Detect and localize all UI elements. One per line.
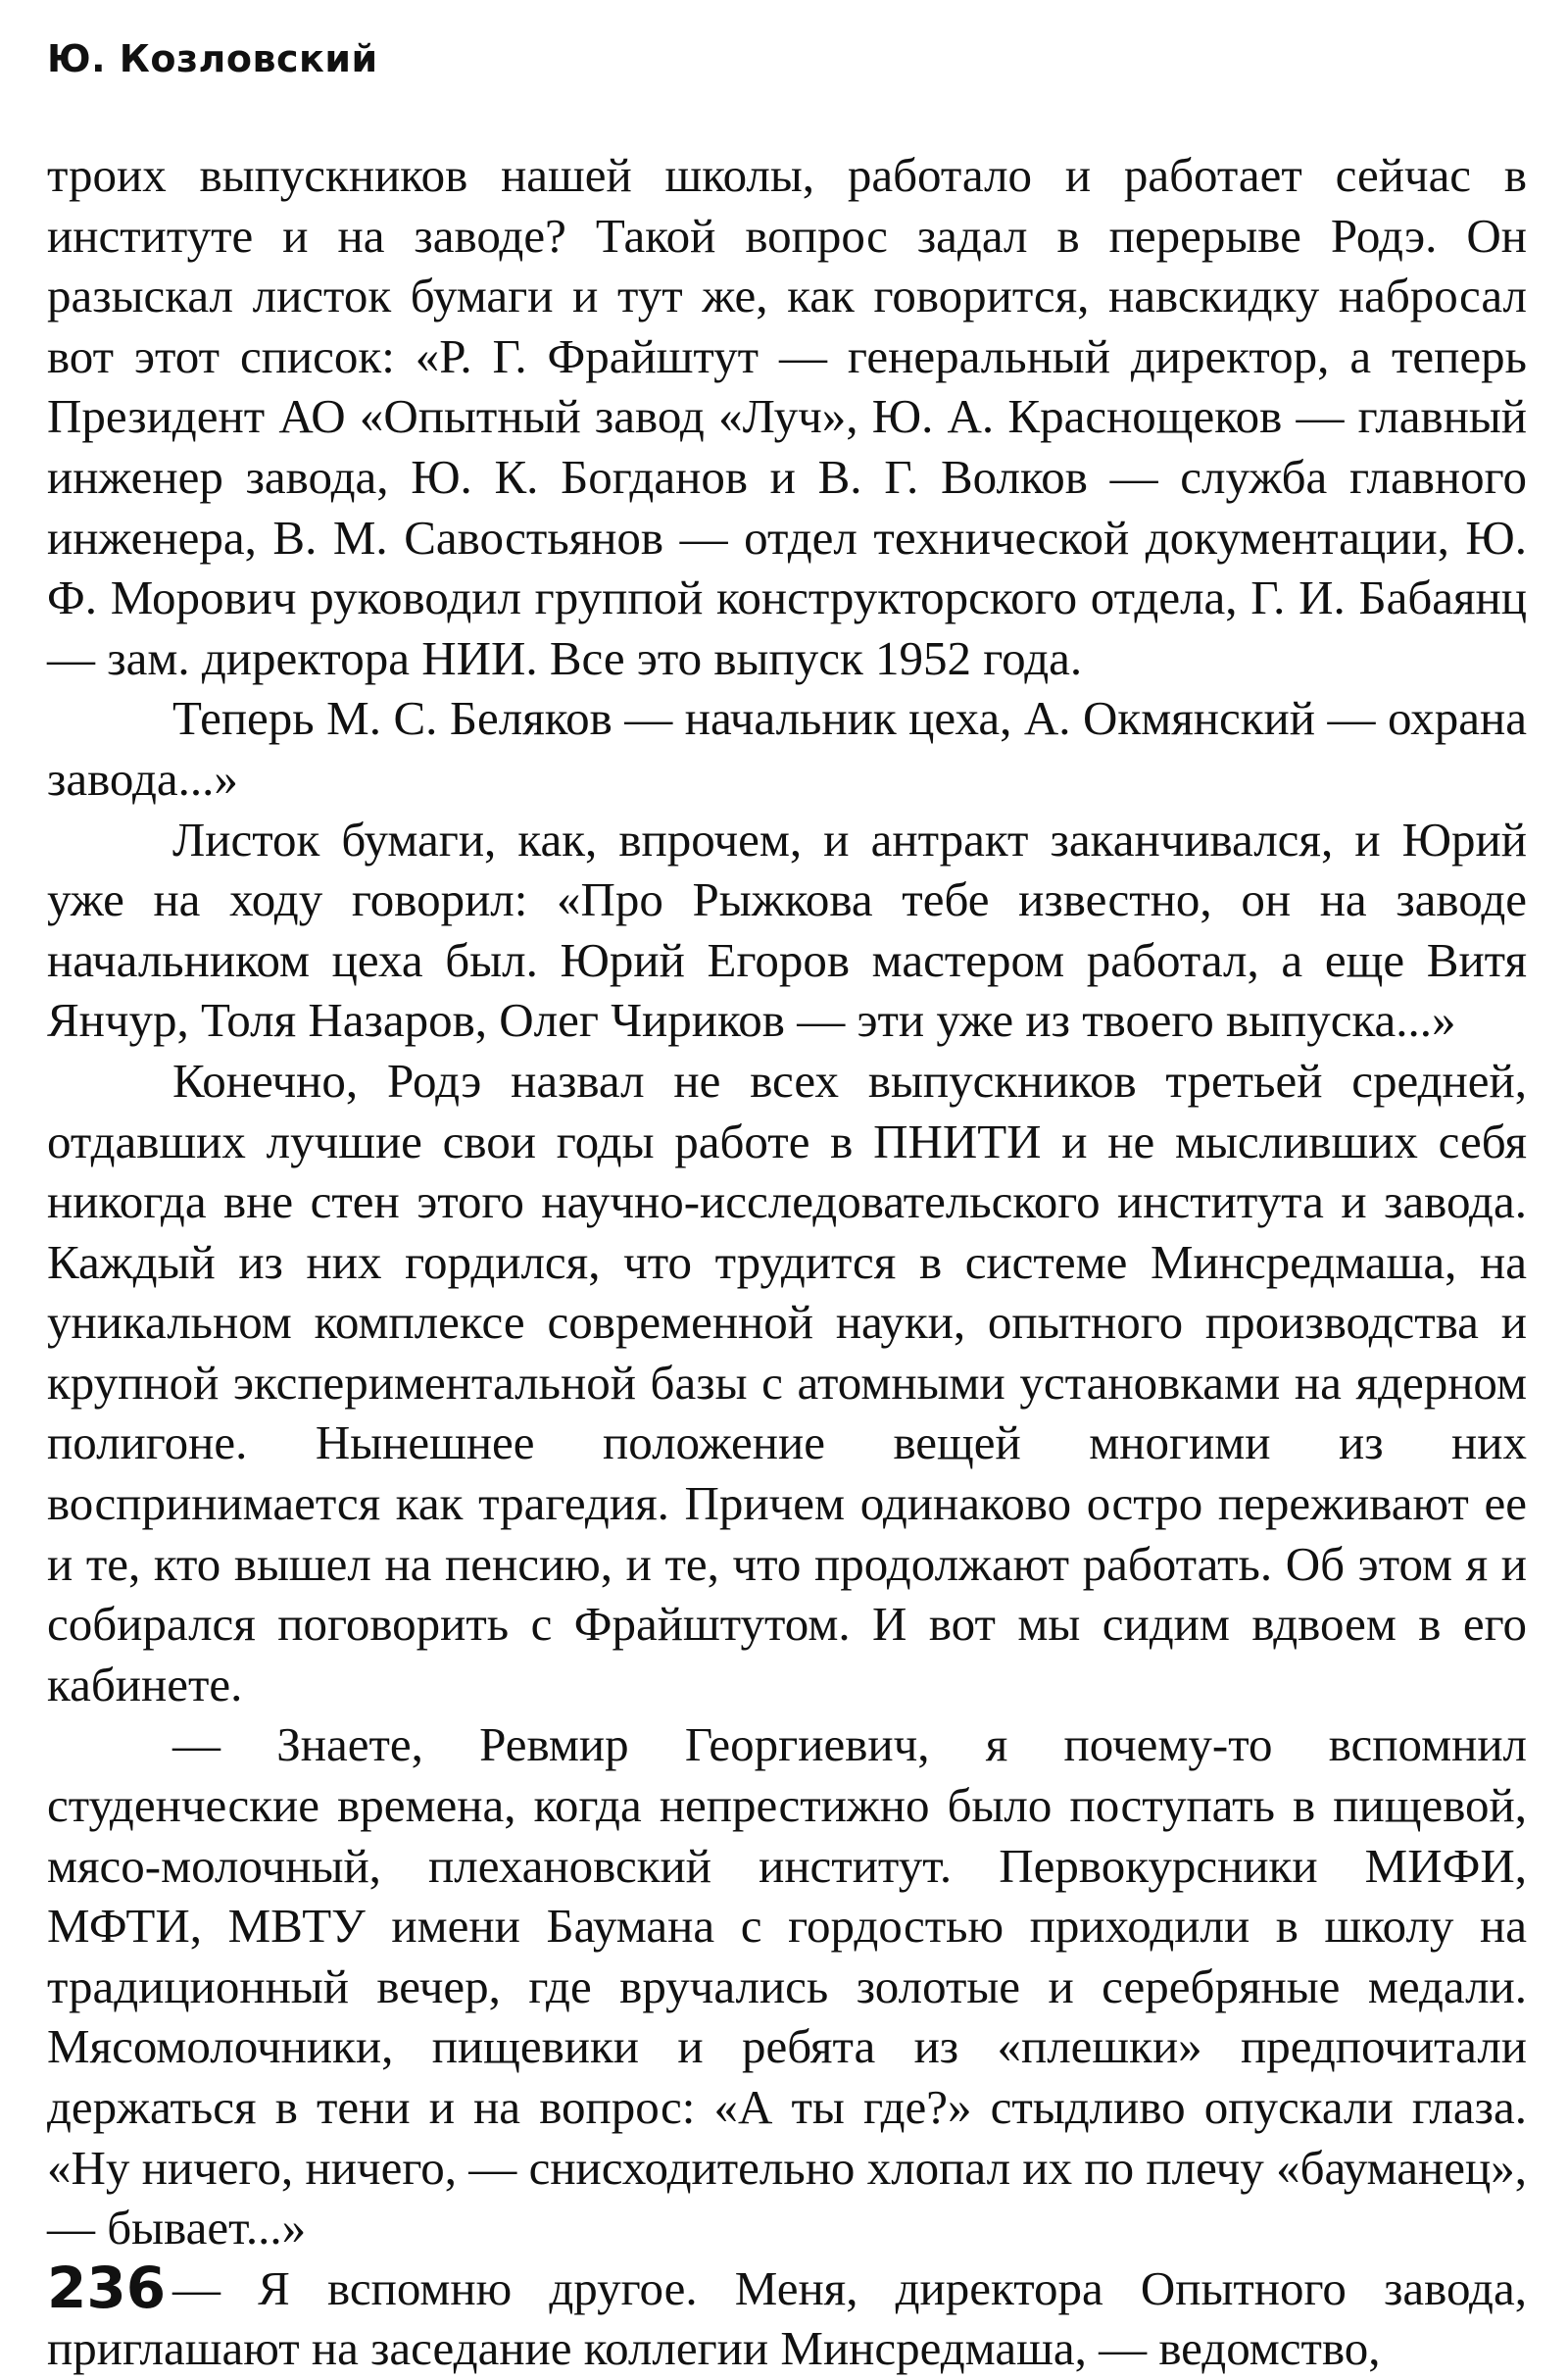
body-text	[47, 145, 1527, 2379]
paragraph: Конечно, Родэ назвал не всех выпускников третьей средней, отдавших лучшие свои годы работе в ПНИТИ и не мысливших себя никогда вне стен этого научно-исследовательского института и завода. Каждый из них гордился, что трудится в системе Минсредмаша, на уникальном комплексе современной науки, опытного производства и крупной экспериментальной базы с атомными установками на ядерном полигоне. Нынешнее положение вещей многими из них воспринимается как трагедия. Причем одинаково остро переживают ее и те, кто вышел на пенсию, и те, что продолжают работать. Об этом я и собирался поговорить с Фрайштутом. И вот мы сидим вдвоем в его кабинете.	[47, 1053, 1527, 1711]
paragraph-continued: троих выпускников нашей школы, работало и работает сейчас в институте и на заводе? Такой вопрос задал в перерыве Родэ. Он разыскал листок бумаги и тут же, как говорится, навскидку набросал вот этот список: «Р. Г. Фрайштут — генеральный директор, а теперь Президент АО «Опытный завод «Луч», Ю. А. Краснощеков — главный инженер завода, Ю. К. Богданов и В. Г. Волков — служба главного инженера, В. М. Савостьянов — отдел технической документации, Ю. Ф. Морович руководил группой конструкторского отдела, Г. И. Бабаянц — зам. директора НИИ. Все это выпуск 1952 года.	[47, 148, 1527, 685]
paragraph: — Знаете, Ревмир Георгиевич, я почему-то вспомнил студенческие времена, когда непрестижно было поступать в пищевой, мясо-молочный, плехановский институт. Первокурсники МИФИ, МФТИ, МВТУ имени Баумана с гордостью приходили в школу на традиционный вечер, где вручались золотые и серебряные медали. Мясомолочники, пищевики и ребята из «плешки» предпочитали держаться в тени и на вопрос: «А ты где?» стыдливо опускали глаза. «Ну ничего, ничего, — снисходительно хлопал их по плечу «бауманец», — бывает...»	[47, 1717, 1527, 2255]
running-head-author: Ю. Козловский	[47, 37, 378, 80]
page-number: 236	[47, 2255, 167, 2321]
paragraph: Теперь М. С. Беляков — начальник цеха, А. Окмянский — охрана завода...»	[47, 691, 1527, 806]
paragraph: — Я вспомню другое. Меня, директора Опытного завода, приглашают на заседание коллегии Минсредмаша, — ведомство,	[47, 2260, 1527, 2376]
paragraph: Листок бумаги, как, впрочем, и антракт заканчивался, и Юрий уже на ходу говорил: «Про Рыжкова тебе известно, он на заводе начальником цеха был. Юрий Егоров мастером работал, а еще Витя Янчур, Толя Назаров, Олег Чириков — эти уже из твоего выпуска...»	[47, 812, 1527, 1048]
